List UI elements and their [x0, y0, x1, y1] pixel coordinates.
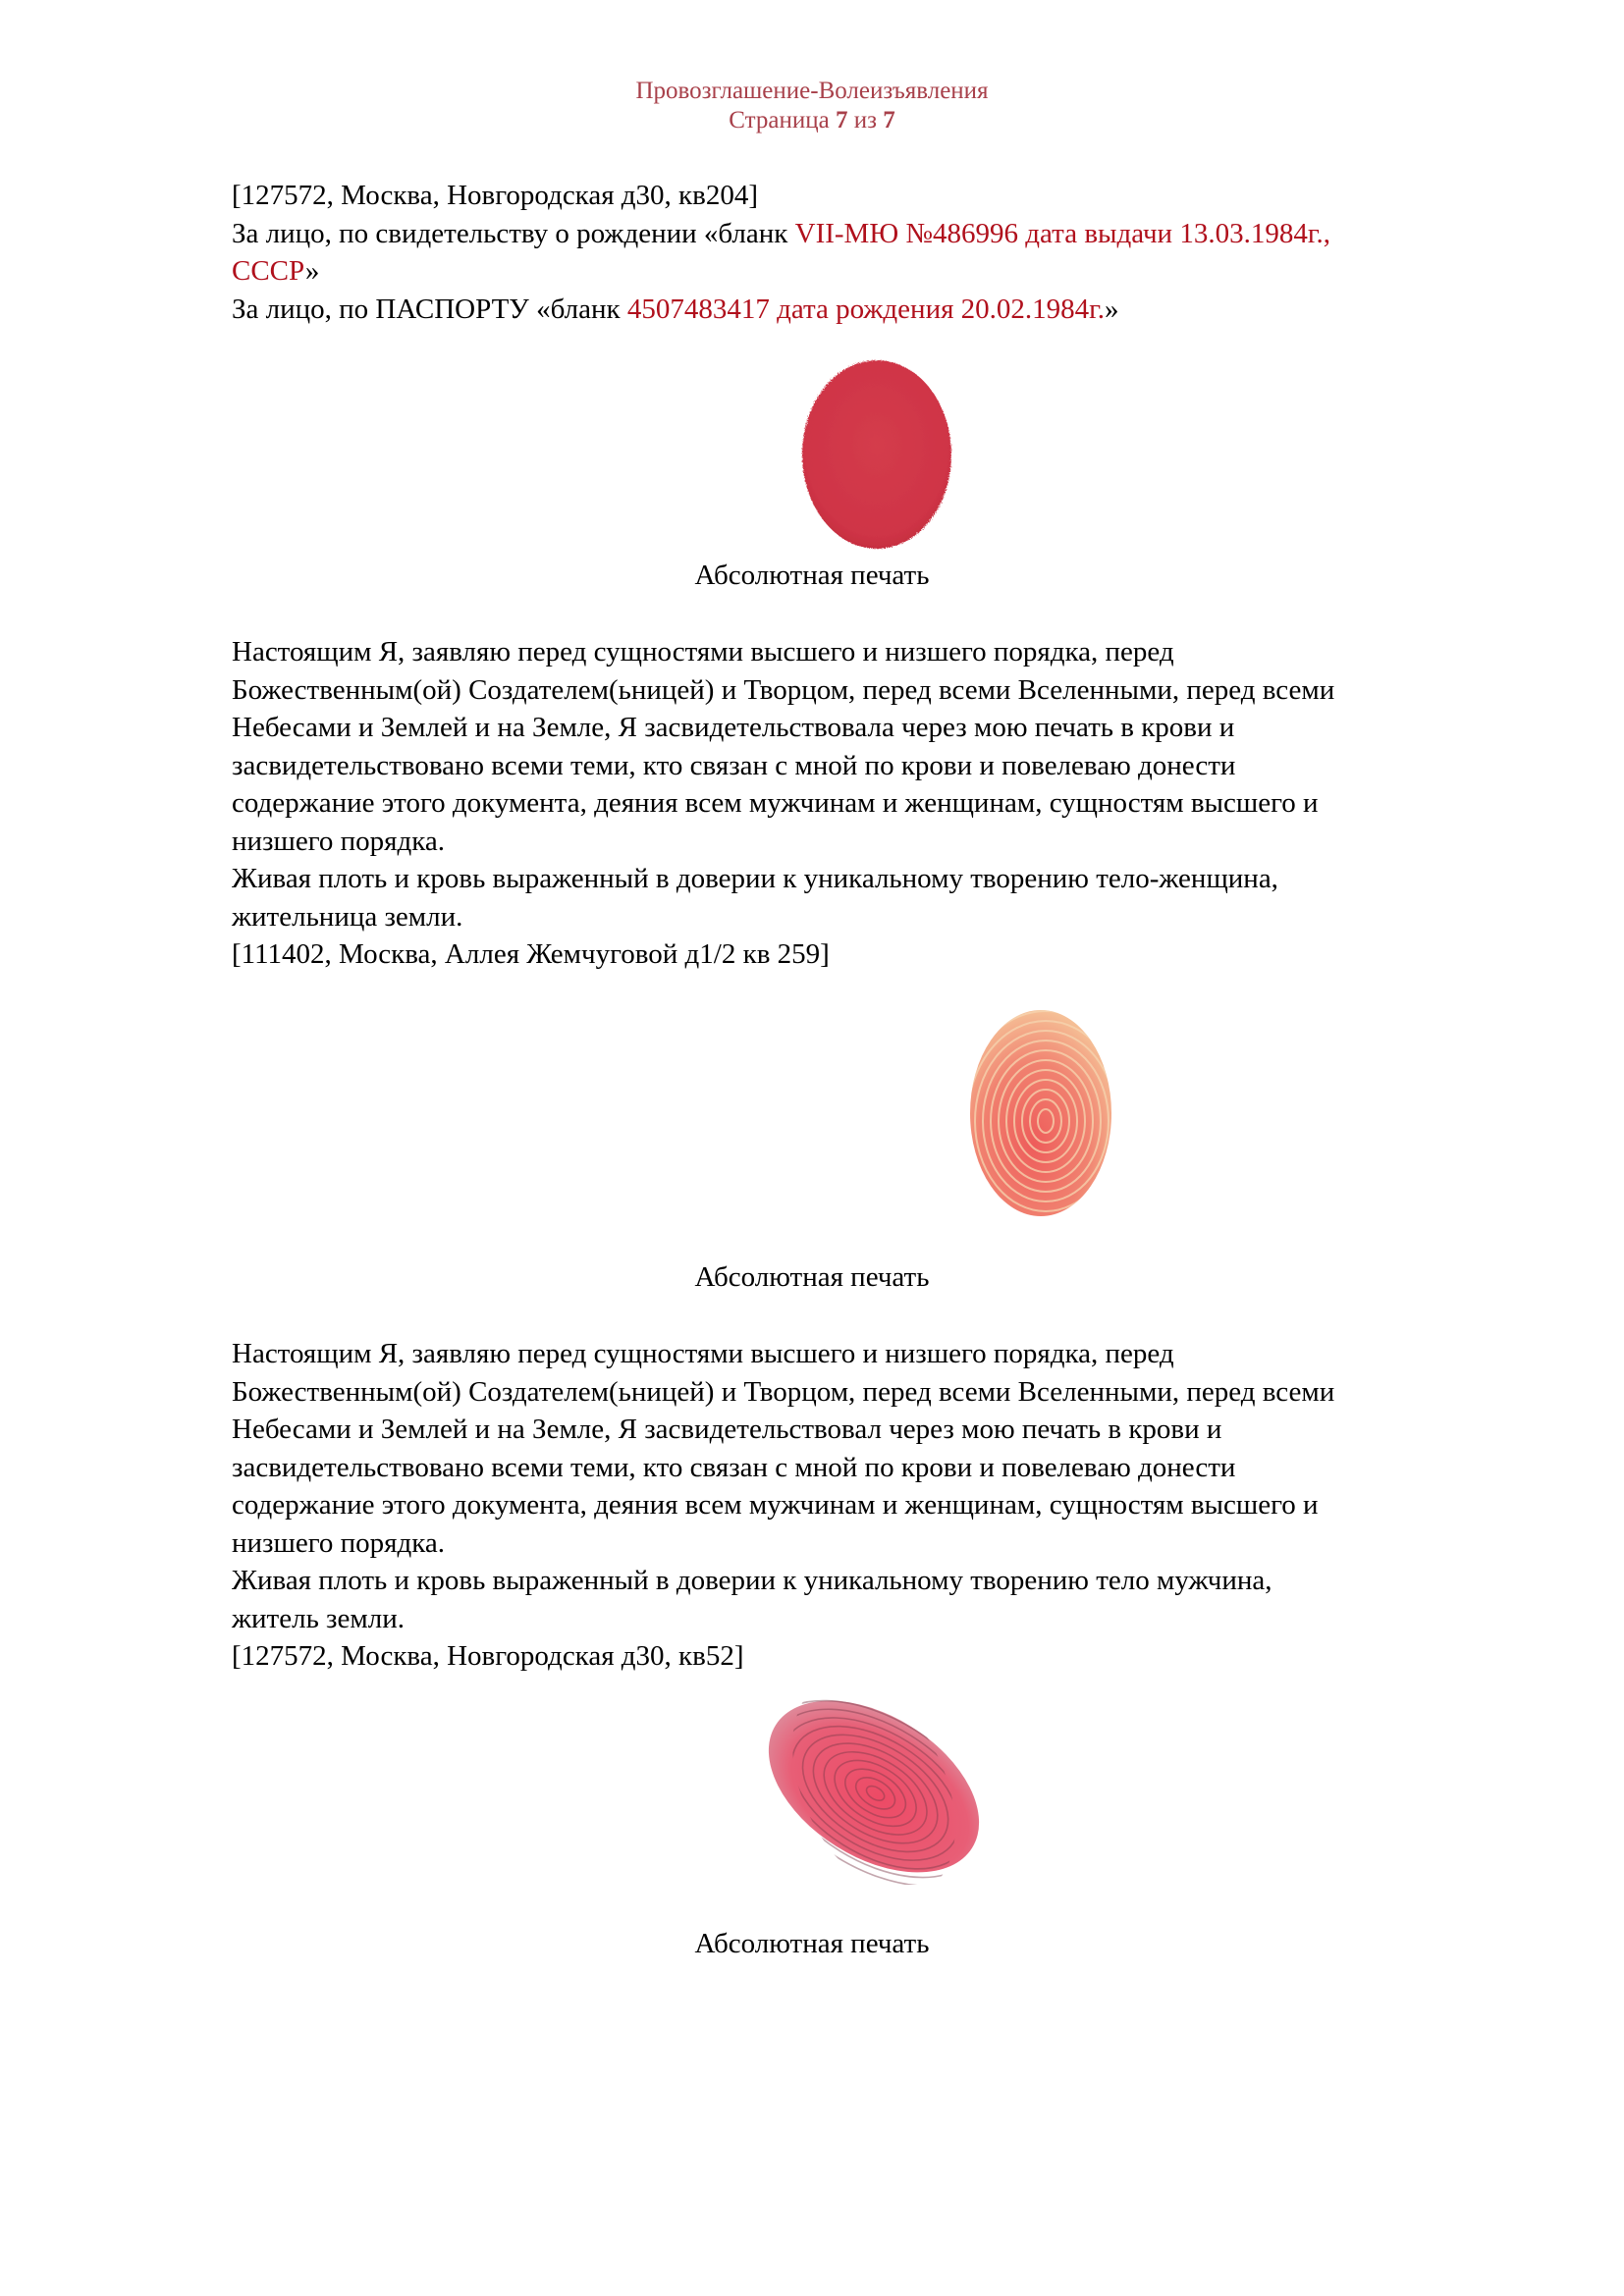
birth-certificate-label: За лицо, по свидетельству о рождении «бланк	[232, 217, 795, 249]
birth-certificate-line	[232, 215, 1547, 253]
page-total: 7	[883, 107, 895, 133]
declaration-line: низшего порядка.	[232, 1526, 446, 1559]
declaration-line: Живая плоть и кровь выраженный в доверии к уникальному творению тело мужчина,	[232, 1565, 1272, 1596]
fingerprint-icon	[793, 358, 960, 555]
page-header	[0, 77, 1624, 135]
page-of: из	[847, 107, 884, 133]
passport-line	[232, 291, 1547, 329]
passport-value: 4507483417 дата рождения 20.02.1984г.	[626, 293, 1106, 325]
declaration-male	[232, 1335, 1547, 1676]
fingerprint-solid-graphic	[793, 358, 960, 555]
passport-label: За лицо, по ПАСПОРТУ «бланк	[232, 293, 627, 325]
page-indicator	[0, 106, 1624, 135]
declaration-line: Настоящим Я, заявляю перед сущностями высшего и низшего порядка, перед	[232, 636, 1174, 667]
fingerprint-tilted-graphic	[746, 1688, 1001, 1885]
declaration-line: Настоящим Я, заявляю перед сущностями высшего и низшего порядка, перед	[232, 1338, 1174, 1369]
passport-close: »	[1105, 293, 1119, 325]
fingerprint-icon	[957, 1003, 1124, 1229]
declaration-address: [111402, Москва, Аллея Жемчуговой д1/2 кв 259]	[232, 938, 830, 970]
declaration-line: житель земли.	[232, 1602, 405, 1634]
identity-block	[232, 177, 1547, 328]
birth-certificate-value: VII-МЮ №486996 дата выдачи 13.03.1984г.,	[794, 217, 1330, 249]
declaration-line: Небесами и Землей и на Земле, Я засвидетельствовал через мою печать в крови и	[232, 1414, 1222, 1445]
stamp-caption: Абсолютная печать	[694, 1261, 930, 1293]
identity-address: [127572, Москва, Новгородская д30, кв204]	[232, 180, 758, 211]
declaration-line: Божественным(ой) Создателем(ьницей) и Творцом, перед всеми Вселенными, перед всеми	[232, 673, 1335, 706]
declaration-line: Небесами и Землей и на Земле, Я засвидетельствовала через мою печать в крови и	[232, 712, 1235, 743]
page-prefix: Страница	[729, 107, 836, 133]
birth-certificate-country: СССР	[232, 255, 305, 287]
stamp-caption: Абсолютная печать	[694, 560, 930, 591]
fingerprint-icon	[746, 1688, 1001, 1885]
stamp-caption: Абсолютная печать	[694, 1928, 930, 1959]
declaration-line: засвидетельствовано всеми теми, кто связан с мной по крови и повелеваю донести	[232, 1451, 1236, 1483]
declaration-line: содержание этого документа, деяния всем мужчинам и женщинам, сущностям высшего и	[232, 787, 1319, 819]
declaration-line: низшего порядка.	[232, 825, 446, 857]
birth-certificate-line-2	[232, 252, 1547, 291]
declaration-line: Живая плоть и кровь выраженный в доверии к уникальному творению тело-женщина,	[232, 863, 1278, 894]
fingerprint-ridged-graphic	[957, 1003, 1124, 1229]
document-title: Провозглашение-Волеизъявления	[635, 78, 989, 104]
birth-certificate-close: »	[304, 255, 320, 287]
declaration-line: засвидетельствовано всеми теми, кто связан с мной по крови и повелеваю донести	[232, 749, 1236, 781]
declaration-address: [127572, Москва, Новгородская д30, кв52]	[232, 1640, 744, 1672]
declaration-line: содержание этого документа, деяния всем мужчинам и женщинам, сущностям высшего и	[232, 1489, 1319, 1521]
declaration-line: Божественным(ой) Создателем(ьницей) и Творцом, перед всеми Вселенными, перед всеми	[232, 1375, 1335, 1408]
declaration-line: жительница земли.	[232, 900, 463, 933]
page-current: 7	[835, 107, 848, 133]
declaration-female	[232, 633, 1547, 974]
